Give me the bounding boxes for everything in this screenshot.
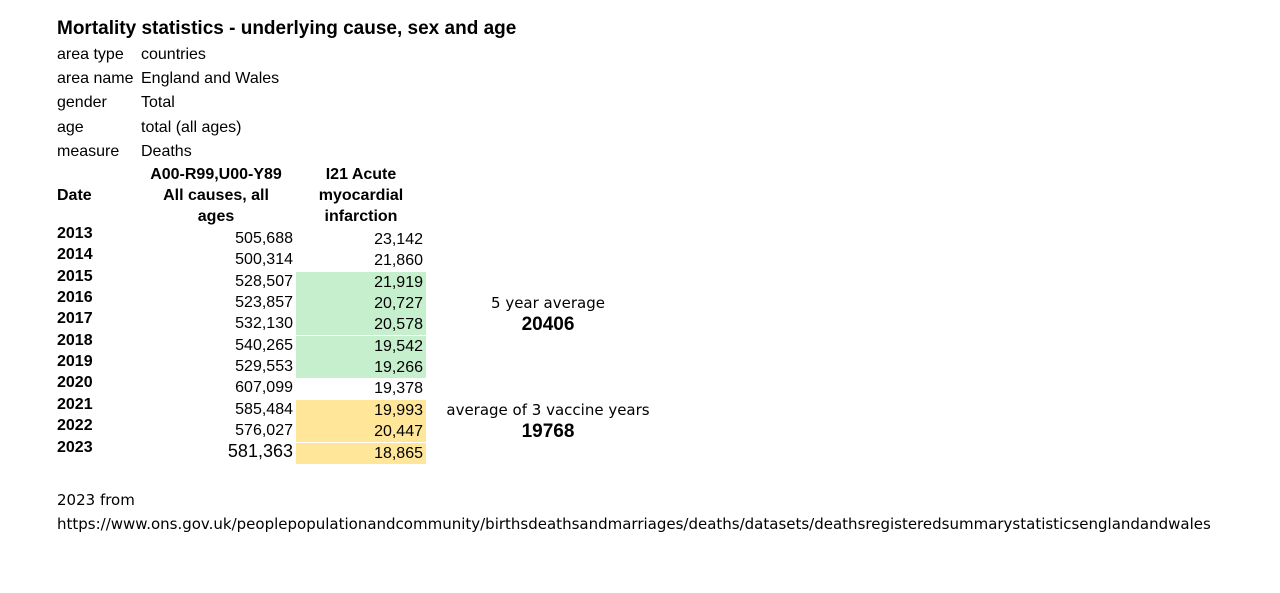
- row-ami-value: 21,860: [374, 252, 423, 269]
- meta-value-age: total (all ages): [141, 119, 242, 136]
- row-year: 2022: [57, 417, 93, 434]
- vaccine-average-value: 19768: [521, 421, 575, 442]
- row-all-causes-value: 607,099: [235, 379, 293, 396]
- row-all-causes-value: 532,130: [235, 315, 293, 332]
- row-all-causes-value: 581,363: [227, 441, 293, 461]
- five-year-average-value: 20406: [521, 314, 575, 335]
- meta-value-area-type: countries: [141, 46, 206, 63]
- row-ami-value: 20,578: [296, 314, 426, 335]
- row-year: 2016: [57, 289, 93, 306]
- meta-key-area-name: area name: [57, 70, 134, 87]
- row-ami-value: 23,142: [374, 231, 423, 248]
- meta-key-area-type: area type: [57, 46, 124, 63]
- page-title: Mortality statistics - underlying cause, sex and age: [57, 18, 517, 39]
- meta-key-measure: measure: [57, 143, 120, 160]
- row-year: 2015: [57, 268, 93, 285]
- meta-value-gender: Total: [141, 94, 175, 111]
- column-header-ami-line3: infarction: [324, 208, 398, 225]
- column-header-ami-line1: I21 Acute: [325, 166, 397, 183]
- vaccine-average-label: average of 3 vaccine years: [446, 401, 650, 419]
- source-url[interactable]: https://www.ons.gov.uk/peoplepopulationandcommunity/birthsdeathsandmarriages/deaths/datasets/deathsregisteredsummarystatisticsenglandandwales: [57, 515, 1211, 533]
- column-header-all-causes-line2: All causes, all: [163, 187, 269, 204]
- row-all-causes-value: 523,857: [235, 294, 293, 311]
- row-year: 2020: [57, 374, 93, 391]
- row-ami-value: 19,378: [374, 380, 423, 397]
- row-year: 2021: [57, 396, 93, 413]
- row-all-causes-value: 528,507: [235, 273, 293, 290]
- row-ami-value: 19,993: [296, 400, 426, 421]
- row-ami-value: 20,727: [296, 293, 426, 314]
- row-all-causes-value: 500,314: [235, 251, 293, 268]
- row-ami-value: 20,447: [296, 421, 426, 442]
- meta-key-age: age: [57, 119, 84, 136]
- column-header-date: Date: [57, 187, 92, 204]
- row-ami-value: 19,542: [296, 336, 426, 357]
- row-year: 2018: [57, 332, 93, 349]
- row-year: 2019: [57, 353, 93, 370]
- column-header-all-causes-line1: A00-R99,U00-Y89: [150, 166, 282, 183]
- row-year: 2014: [57, 246, 93, 263]
- meta-key-gender: gender: [57, 94, 107, 111]
- row-all-causes-value: 585,484: [235, 401, 293, 418]
- row-ami-value: 21,919: [296, 272, 426, 293]
- row-year: 2017: [57, 310, 93, 327]
- row-ami-value: 19,266: [296, 357, 426, 378]
- column-header-ami-line2: myocardial: [318, 187, 404, 204]
- row-ami-value: 18,865: [296, 443, 426, 464]
- source-caption: 2023 from: [57, 491, 135, 509]
- row-year: 2013: [57, 225, 93, 242]
- row-all-causes-value: 540,265: [235, 337, 293, 354]
- row-all-causes-value: 529,553: [235, 358, 293, 375]
- column-header-ami: [296, 164, 426, 227]
- meta-value-measure: Deaths: [141, 143, 192, 160]
- row-all-causes-value: 505,688: [235, 230, 293, 247]
- meta-value-area-name: England and Wales: [141, 70, 280, 87]
- column-header-all-causes-line3: ages: [197, 208, 235, 225]
- row-year: 2023: [57, 439, 93, 456]
- column-header-all-causes: [140, 164, 292, 227]
- five-year-average-label: 5 year average: [491, 294, 605, 312]
- row-all-causes-value: 576,027: [235, 422, 293, 439]
